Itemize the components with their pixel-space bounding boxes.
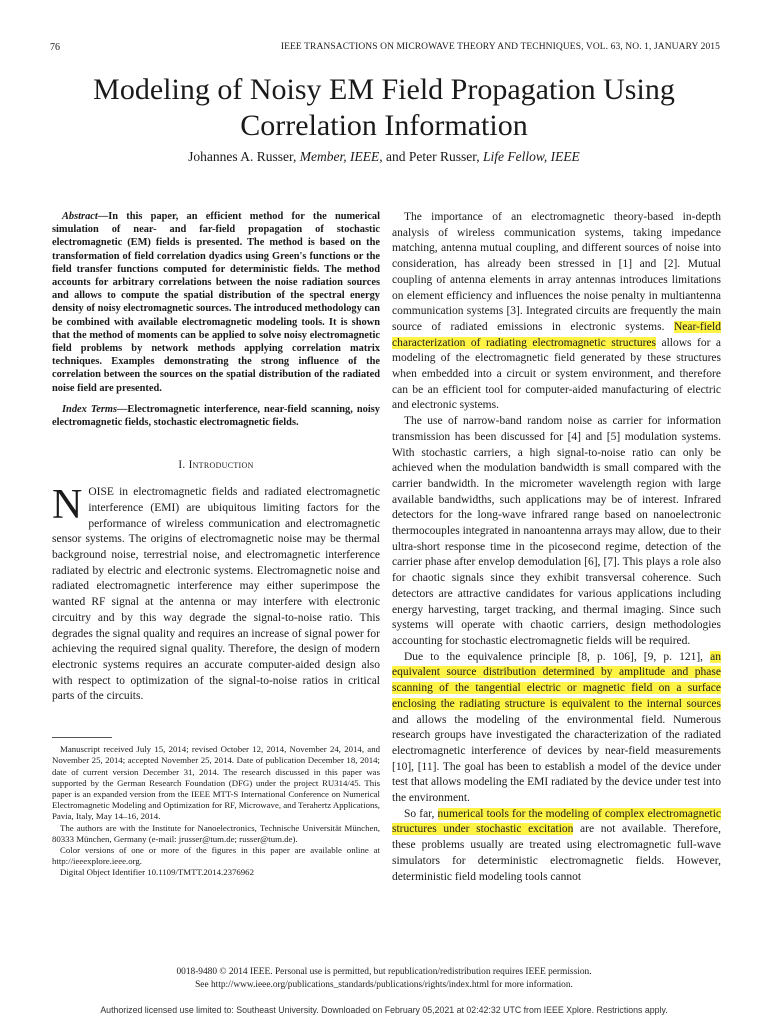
- index-terms: [52, 403, 380, 429]
- section-title: Introduction: [188, 459, 254, 472]
- highlight-3: numerical tools for the modeling of complex electromagnetic structures under stochastic excitation: [392, 807, 721, 836]
- title-line-1: Modeling of Noisy EM Field Propagation Using: [93, 73, 675, 106]
- footnote-manuscript: Manuscript received July 15, 2014; revised October 12, 2014, November 24, 2014, and November 25, 2014; accepted November 25, 2014. Date of publication December 18, 2014; date of current version December 31, 2014. The research discussed in this paper was supported by the German Research Foundation (DFG) under the project RU314/45. This paper is an expanded version from the IEEE MTT-S International Conference on Numerical Electromagnetic Modeling and Optimization for RF, Microwave, and Terahertz Applications, Pavia, Italy, May 14–16, 2014.: [52, 744, 380, 822]
- author-1-role: Member, IEEE,: [299, 149, 383, 164]
- footnotes: [52, 744, 380, 878]
- section-number: I.: [178, 459, 186, 472]
- author-line: [40, 149, 728, 165]
- highlight-1: Near-field characterization of radiating electromagnetic structures: [392, 320, 721, 349]
- copyright-line-2: See http://www.ieee.org/publications_standards/publications/rights/index.html for more information.: [195, 979, 573, 990]
- abstract: [52, 210, 380, 395]
- footnote-divider: [52, 737, 112, 738]
- right-column: [392, 210, 721, 885]
- left-column: [52, 210, 380, 879]
- paragraph-2: The use of narrow-band random noise as carrier for information transmission has been discussed for [4] and [5] modulation systems. With stochastic carriers, a high signal-to-noise ratio can only be achieved when the modulation bandwidth is small compared with the carrier bandwidth. In the micrometer wavelength region with large available bandwidths, such applications may be of interest. Infrared detectors for the long-wave infrared range based on nanoelectronic thermocouples integrated in nanoantenna arrays may allow, due to their ultra-short response time in the picosecond regime, detection of the carrier phase after envelop demodulation [6], [7]. This plays a role also for chaotic signals since they exhibit transversal coherence. Such detectors are attractive candidates for various applications including energy harvesting, target tracking, and thermal imaging. Since such systems will operate with chaotic carriers, design methodologies accounting for stochastic electromagnetic fields will be required.: [392, 415, 721, 647]
- page-number: 76: [50, 42, 60, 53]
- footnote-affiliation: The authors are with the Institute for Nanoelectronics, Technische Universität München, 80333 München, Germany (e-mail: jrusser@tum.de; russer@tum.de).: [52, 822, 380, 844]
- intro-text: in electromagnetic fields and radiated electromagnetic interference (EMI) are ubiquitous limiting factors for the performance of wireless communication and electromagnetic sensor systems. The origins of electromagnetic noise may be thermal background noise, terrestrial noise, and electromagnetic interference radiated by electric and electronic systems. Electromagnetic noise and radiated electromagnetic interference may either superimpose the wanted RF signal at the antenna or may interfere with electronic circuitry and by this way degrade the signal-to-noise ratio. This degrades the signal quality and requires an increase of signal power for achieving the required signal quality. Therefore, the design of modern electronic systems requires an accurate computer-aided design also with respect to optimization of the signal-to-noise ratios in critical parts of the circuits.: [52, 486, 380, 703]
- download-notice: Authorized licensed use limited to: Southeast University. Downloaded on February 05,2021 at 02:42:32 UTC from IEEE Xplore. Restrictions apply.: [100, 1005, 668, 1015]
- paragraph-4: [392, 807, 721, 886]
- section-heading: [52, 459, 380, 471]
- drop-cap: N: [52, 482, 83, 529]
- index-terms-text: —Electromagnetic interference, near-field scanning, noisy electromagnetic fields, stochastic electromagnetic fields.: [52, 403, 380, 429]
- intro-paragraph: [52, 482, 380, 705]
- copyright-line-1: 0018-9480 © 2014 IEEE. Personal use is permitted, but republication/redistribution requires IEEE permission.: [176, 967, 592, 977]
- paragraph-1-text-b: allows for a modeling of the electromagnetic field generated by these structures when embedded into a circuit or system environment, and therefore can be an efficient tool for computer-aided manufacturing of electric and electronic systems.: [392, 336, 721, 412]
- copyright-notice: [40, 966, 728, 991]
- footnote-doi: Digital Object Identifier 10.1109/TMTT.2014.2376962: [60, 867, 254, 878]
- paragraph-3-text-a: Due to the equivalence principle [8, p. 106], [9, p. 121],: [404, 650, 711, 663]
- intro-lead-word: OISE: [88, 486, 114, 499]
- paragraph-1: [392, 210, 721, 414]
- author-1-name: Johannes A. Russer,: [188, 149, 297, 164]
- abstract-label: Abstract: [62, 211, 98, 222]
- footnote-color: Color versions of one or more of the figures in this paper are available online at http://ieeexplore.ieee.org.: [52, 844, 380, 867]
- author-2-name: Peter Russer,: [408, 149, 480, 164]
- running-head: IEEE TRANSACTIONS ON MICROWAVE THEORY AND TECHNIQUES, VOL. 63, NO. 1, JANUARY 2015: [280, 42, 720, 52]
- paragraph-1-text-a: The importance of an electromagnetic theory-based in-depth analysis of wireless communication systems, taking impedance matching, antenna mutual coupling, and different sources of noise into consideration, has already been stressed in [1] and [2]. Mutual coupling of antenna elements in array antennas introduces limitations on element efficiency and influences the noise penalty in multiantenna communication systems [3]. Integrated circuits are frequently the main source of radiated emissions in electronic systems.: [392, 211, 721, 333]
- index-terms-label: Index Terms: [62, 403, 118, 415]
- highlight-2: an equivalent source distribution determined by amplitude and phase scanning of the tangential electric or magnetic field on a surface enclosing the radiating structure is equivalent to the internal sources: [392, 650, 721, 710]
- paper-title: [40, 72, 728, 144]
- paragraph-4-text-b: are not available. Therefore, these problems usually are treated using electromagnetic full-wave simulators for deterministic electromagnetic fields. However, deterministic field modeling tools cannot: [392, 823, 721, 883]
- paragraph-4-text-a: So far,: [404, 807, 438, 820]
- title-line-2: Correlation Information: [240, 109, 528, 142]
- paragraph-3-text-b: and allows the modeling of the environmental field. Numerous research groups have investigated the characterization of the radiated electromagnetic interference of devices by near-field measurements [10], [11]. The goal has been to establish a model of the device under test that allows modeling the EMI radiated by the device under test into the environment.: [392, 713, 721, 805]
- paragraph-3: [392, 650, 721, 807]
- author-conjunction: and: [386, 149, 406, 164]
- abstract-text: —In this paper, an efficient method for the numerical simulation of near- and far-field propagation of stochastic electromagnetic (EM) fields is presented. The method is based on the transformation of field correlation dyadics using Green's functions or the field transfer functions computed for deterministic fields. The method accounts for arbitrary correlations between the noise radiation sources and allows to compute the spatial distribution of the spectral energy density of noisy electromagnetic sources. The introduced methodology can be combined with available electromagnetic modeling tools. It is shown that the method of moments can be applied to solve noisy electromagnetic field problems by network methods applying correlation matrix techniques. Examples demonstrating the strong influence of the correlation between the sources on the spatial distribution of the radiated noise field are presented.: [52, 211, 380, 394]
- author-2-role: Life Fellow, IEEE: [482, 149, 580, 164]
